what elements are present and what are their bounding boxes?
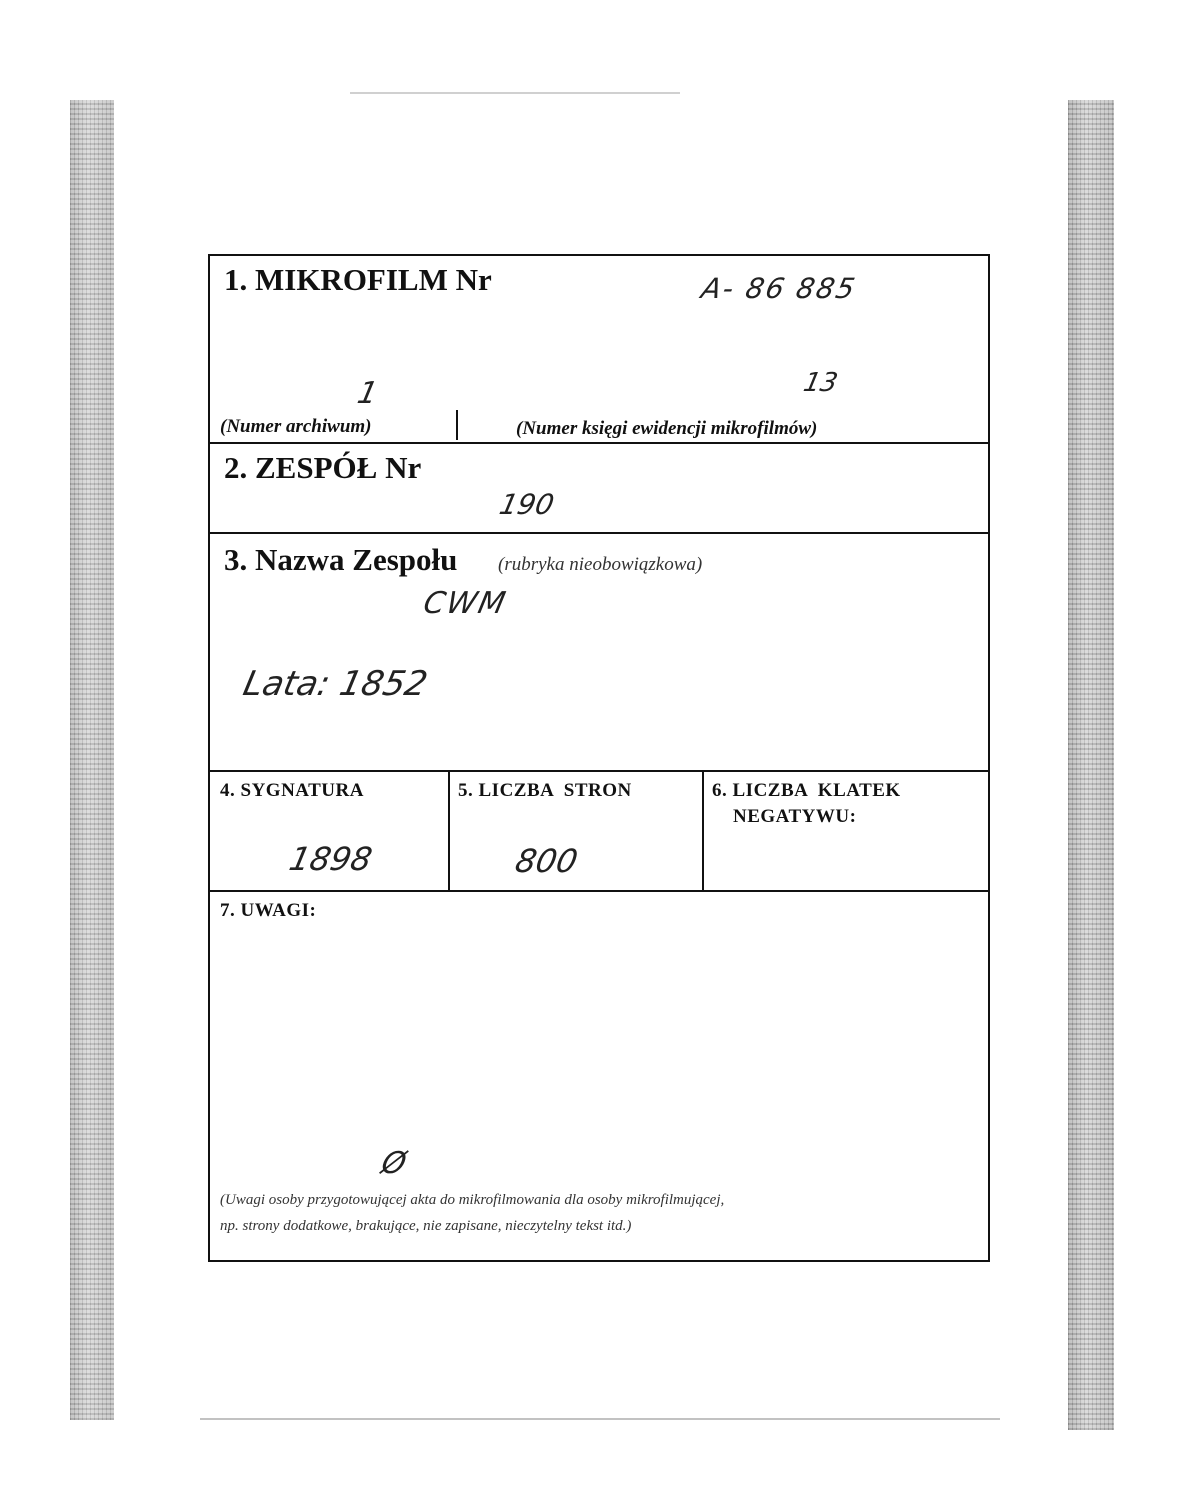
archive-number-handwritten: 1 (354, 376, 381, 411)
fonds-name-optional-note: (rubryka nieobowiązkowa) (498, 554, 703, 575)
signature-label: 4. SYGNATURA (220, 780, 364, 801)
remarks-mark: Ø (378, 1146, 410, 1181)
remarks-note-line2: np. strony dodatkowe, brakujące, nie zapisane, nieczytelny tekst itd.) (220, 1218, 632, 1234)
microfilm-number-handwritten: A- 86 885 (698, 272, 860, 305)
signature-handwritten: 1898 (285, 840, 376, 878)
section-remarks (210, 892, 988, 1262)
ledger-number-label: (Numer księgi ewidencji mikrofilmów) (516, 418, 818, 439)
fonds-name-handwritten: CWM (420, 586, 511, 621)
remarks-label: 7. UWAGI: (220, 900, 317, 921)
scan-line-top (350, 92, 680, 94)
fonds-number-label: 2. ZESPÓŁ Nr (224, 450, 422, 485)
microfilm-form (208, 254, 990, 1262)
negative-frames-label: 6. LICZBA KLATEK NEGATYWU: (712, 780, 901, 827)
years-handwritten: Lata: 1852 (239, 664, 431, 704)
remarks-note-line1: (Uwagi osoby przygotowującej akta do mikrofilmowania dla osoby mikrofilmującej, (220, 1192, 725, 1208)
divider-5-6 (702, 772, 704, 890)
page-count-label: 5. LICZBA STRON (458, 780, 632, 801)
section-microfilm-number (210, 256, 988, 444)
ledger-number-handwritten: 13 (800, 368, 841, 398)
scan-edge-left (70, 100, 114, 1420)
scan-line-bottom (200, 1418, 1000, 1420)
archive-divider-tick (456, 410, 458, 440)
fonds-name-label: 3. Nazwa Zespołu (224, 542, 458, 577)
archive-number-label: (Numer archiwum) (220, 416, 372, 437)
section-details-row (210, 772, 988, 892)
fonds-number-handwritten: 190 (496, 488, 557, 521)
section-fonds-number (210, 444, 988, 534)
page-count-handwritten: 800 (511, 842, 582, 880)
microfilm-number-label: 1. MIKROFILM Nr (224, 262, 492, 297)
scan-edge-right (1068, 100, 1114, 1430)
section-fonds-name (210, 534, 988, 772)
divider-4-5 (448, 772, 450, 890)
